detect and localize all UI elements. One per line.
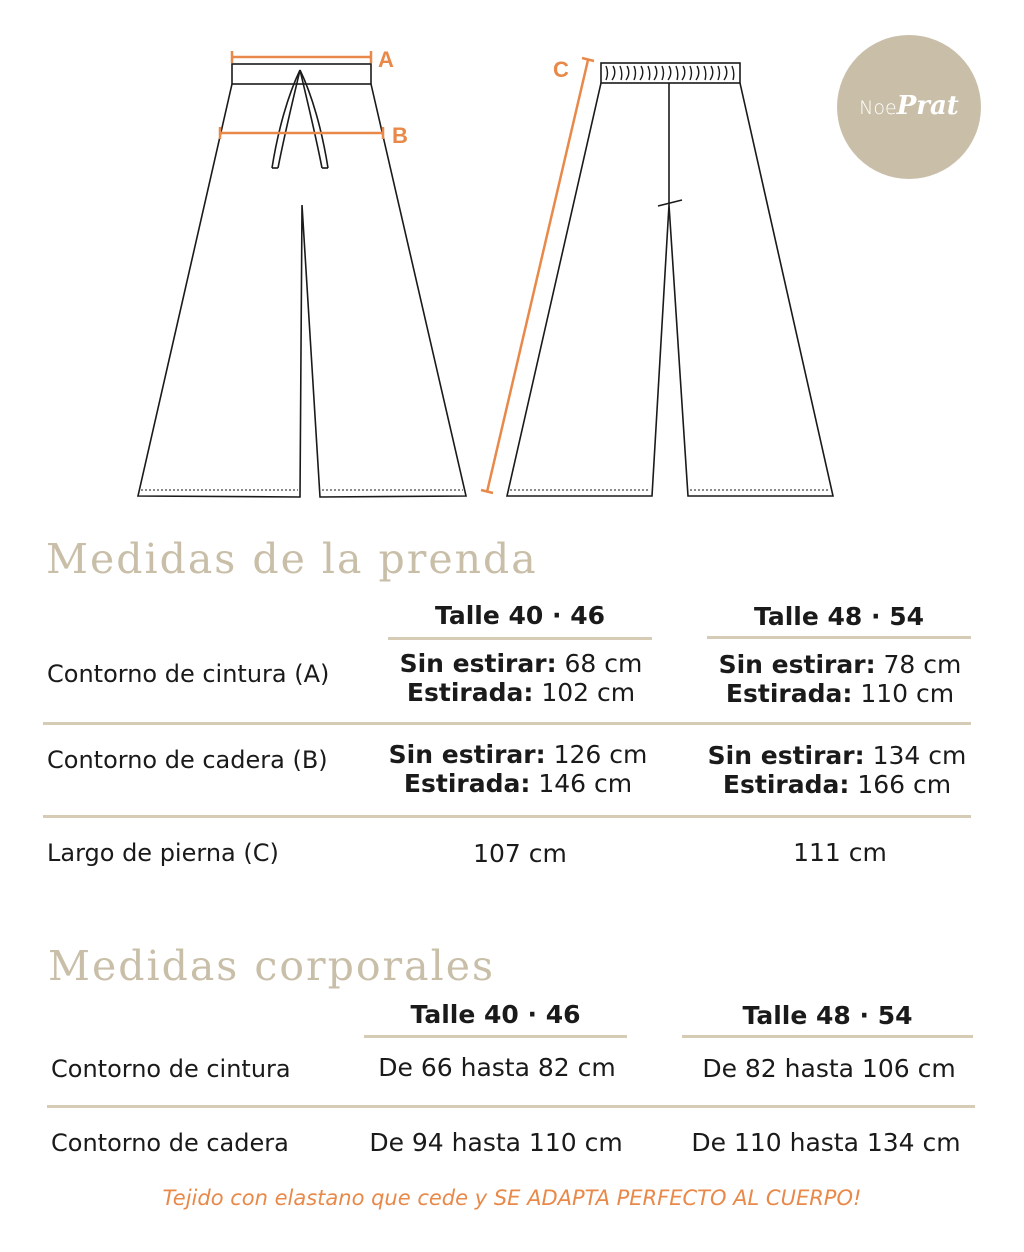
logo-first-name: Noe <box>859 97 897 119</box>
dimension-b <box>220 127 383 139</box>
cell-line-unstretched <box>672 741 1002 770</box>
garment-col-header-2: Talle 48 · 54 <box>754 602 924 631</box>
cell-line-stretched <box>356 678 686 707</box>
garment-cell-waist-size1 <box>356 649 686 707</box>
garment-row-label-waist: Contorno de cintura (A) <box>47 660 330 688</box>
dimension-label-c: C <box>553 57 569 82</box>
dimension-c <box>481 58 594 493</box>
garment-col-underline-1 <box>388 637 652 640</box>
body-col-header-1: Talle 40 · 46 <box>410 1000 581 1029</box>
cell-line-unstretched <box>356 649 686 678</box>
cell-line-unstretched <box>353 740 683 769</box>
cell-key: Sin estirar: <box>388 740 546 769</box>
body-col-header-2: Talle 48 · 54 <box>742 1001 913 1030</box>
body-cell-hip-size2: De 110 hasta 134 cm <box>691 1128 961 1157</box>
garment-row-label-leg: Largo de pierna (C) <box>47 839 279 867</box>
cell-value: 126 cm <box>553 740 648 769</box>
body-row-label-waist: Contorno de cintura <box>51 1055 291 1083</box>
brand-logo-text <box>837 91 981 121</box>
fabric-note: Tejido con elastano que cede y SE ADAPTA PERFECTO AL CUERPO! <box>162 1186 862 1210</box>
body-col-underline-2 <box>682 1035 973 1038</box>
pants-back-view <box>507 63 833 496</box>
back-seam-tack <box>658 200 682 206</box>
cell-value: 78 cm <box>883 650 962 679</box>
garment-cell-hip-size1 <box>353 740 683 798</box>
cell-key: Estirada: <box>725 679 853 708</box>
garment-cell-leg-size1: 107 cm <box>473 839 567 868</box>
garment-measures-title: Medidas de la prenda <box>46 535 538 583</box>
cell-value: 110 cm <box>860 679 955 708</box>
cell-value: 146 cm <box>538 769 633 798</box>
garment-col-header-1: Talle 40 · 46 <box>435 601 605 630</box>
back-outline <box>507 83 833 496</box>
cell-line-stretched <box>675 679 1005 708</box>
cell-value: 102 cm <box>541 678 636 707</box>
body-cell-waist-size2: De 82 hasta 106 cm <box>702 1054 956 1083</box>
garment-row-divider-1 <box>43 722 971 725</box>
garment-cell-hip-size2 <box>672 741 1002 799</box>
cell-key: Sin estirar: <box>718 650 876 679</box>
dimension-label-a: A <box>378 47 394 72</box>
body-cell-waist-size1: De 66 hasta 82 cm <box>378 1053 616 1082</box>
garment-cell-leg-size2: 111 cm <box>793 838 887 867</box>
dimension-label-b: B <box>392 123 408 148</box>
cell-value: 68 cm <box>564 649 643 678</box>
garment-cell-waist-size2 <box>675 650 1005 708</box>
garment-col-underline-2 <box>707 636 971 639</box>
cell-line-stretched <box>672 770 1002 799</box>
logo-last-name: Prat <box>896 91 959 121</box>
cell-key: Estirada: <box>403 769 531 798</box>
dimension-a <box>232 51 371 63</box>
body-measures-title: Medidas corporales <box>48 942 496 990</box>
cell-line-stretched <box>353 769 683 798</box>
brand-logo <box>837 35 981 179</box>
body-cell-hip-size1: De 94 hasta 110 cm <box>369 1128 623 1157</box>
body-row-label-hip: Contorno de cadera <box>51 1129 289 1157</box>
cell-value: 134 cm <box>872 741 967 770</box>
body-row-divider <box>47 1105 975 1108</box>
body-col-underline-1 <box>364 1035 627 1038</box>
cell-key: Sin estirar: <box>399 649 557 678</box>
cell-line-unstretched <box>675 650 1005 679</box>
cell-key: Estirada: <box>406 678 534 707</box>
cell-value: 166 cm <box>857 770 952 799</box>
cell-key: Estirada: <box>722 770 850 799</box>
garment-row-label-hip: Contorno de cadera (B) <box>47 746 328 774</box>
front-outline <box>138 84 466 497</box>
garment-row-divider-2 <box>43 815 971 818</box>
cell-key: Sin estirar: <box>707 741 865 770</box>
pants-front-view <box>138 64 466 497</box>
